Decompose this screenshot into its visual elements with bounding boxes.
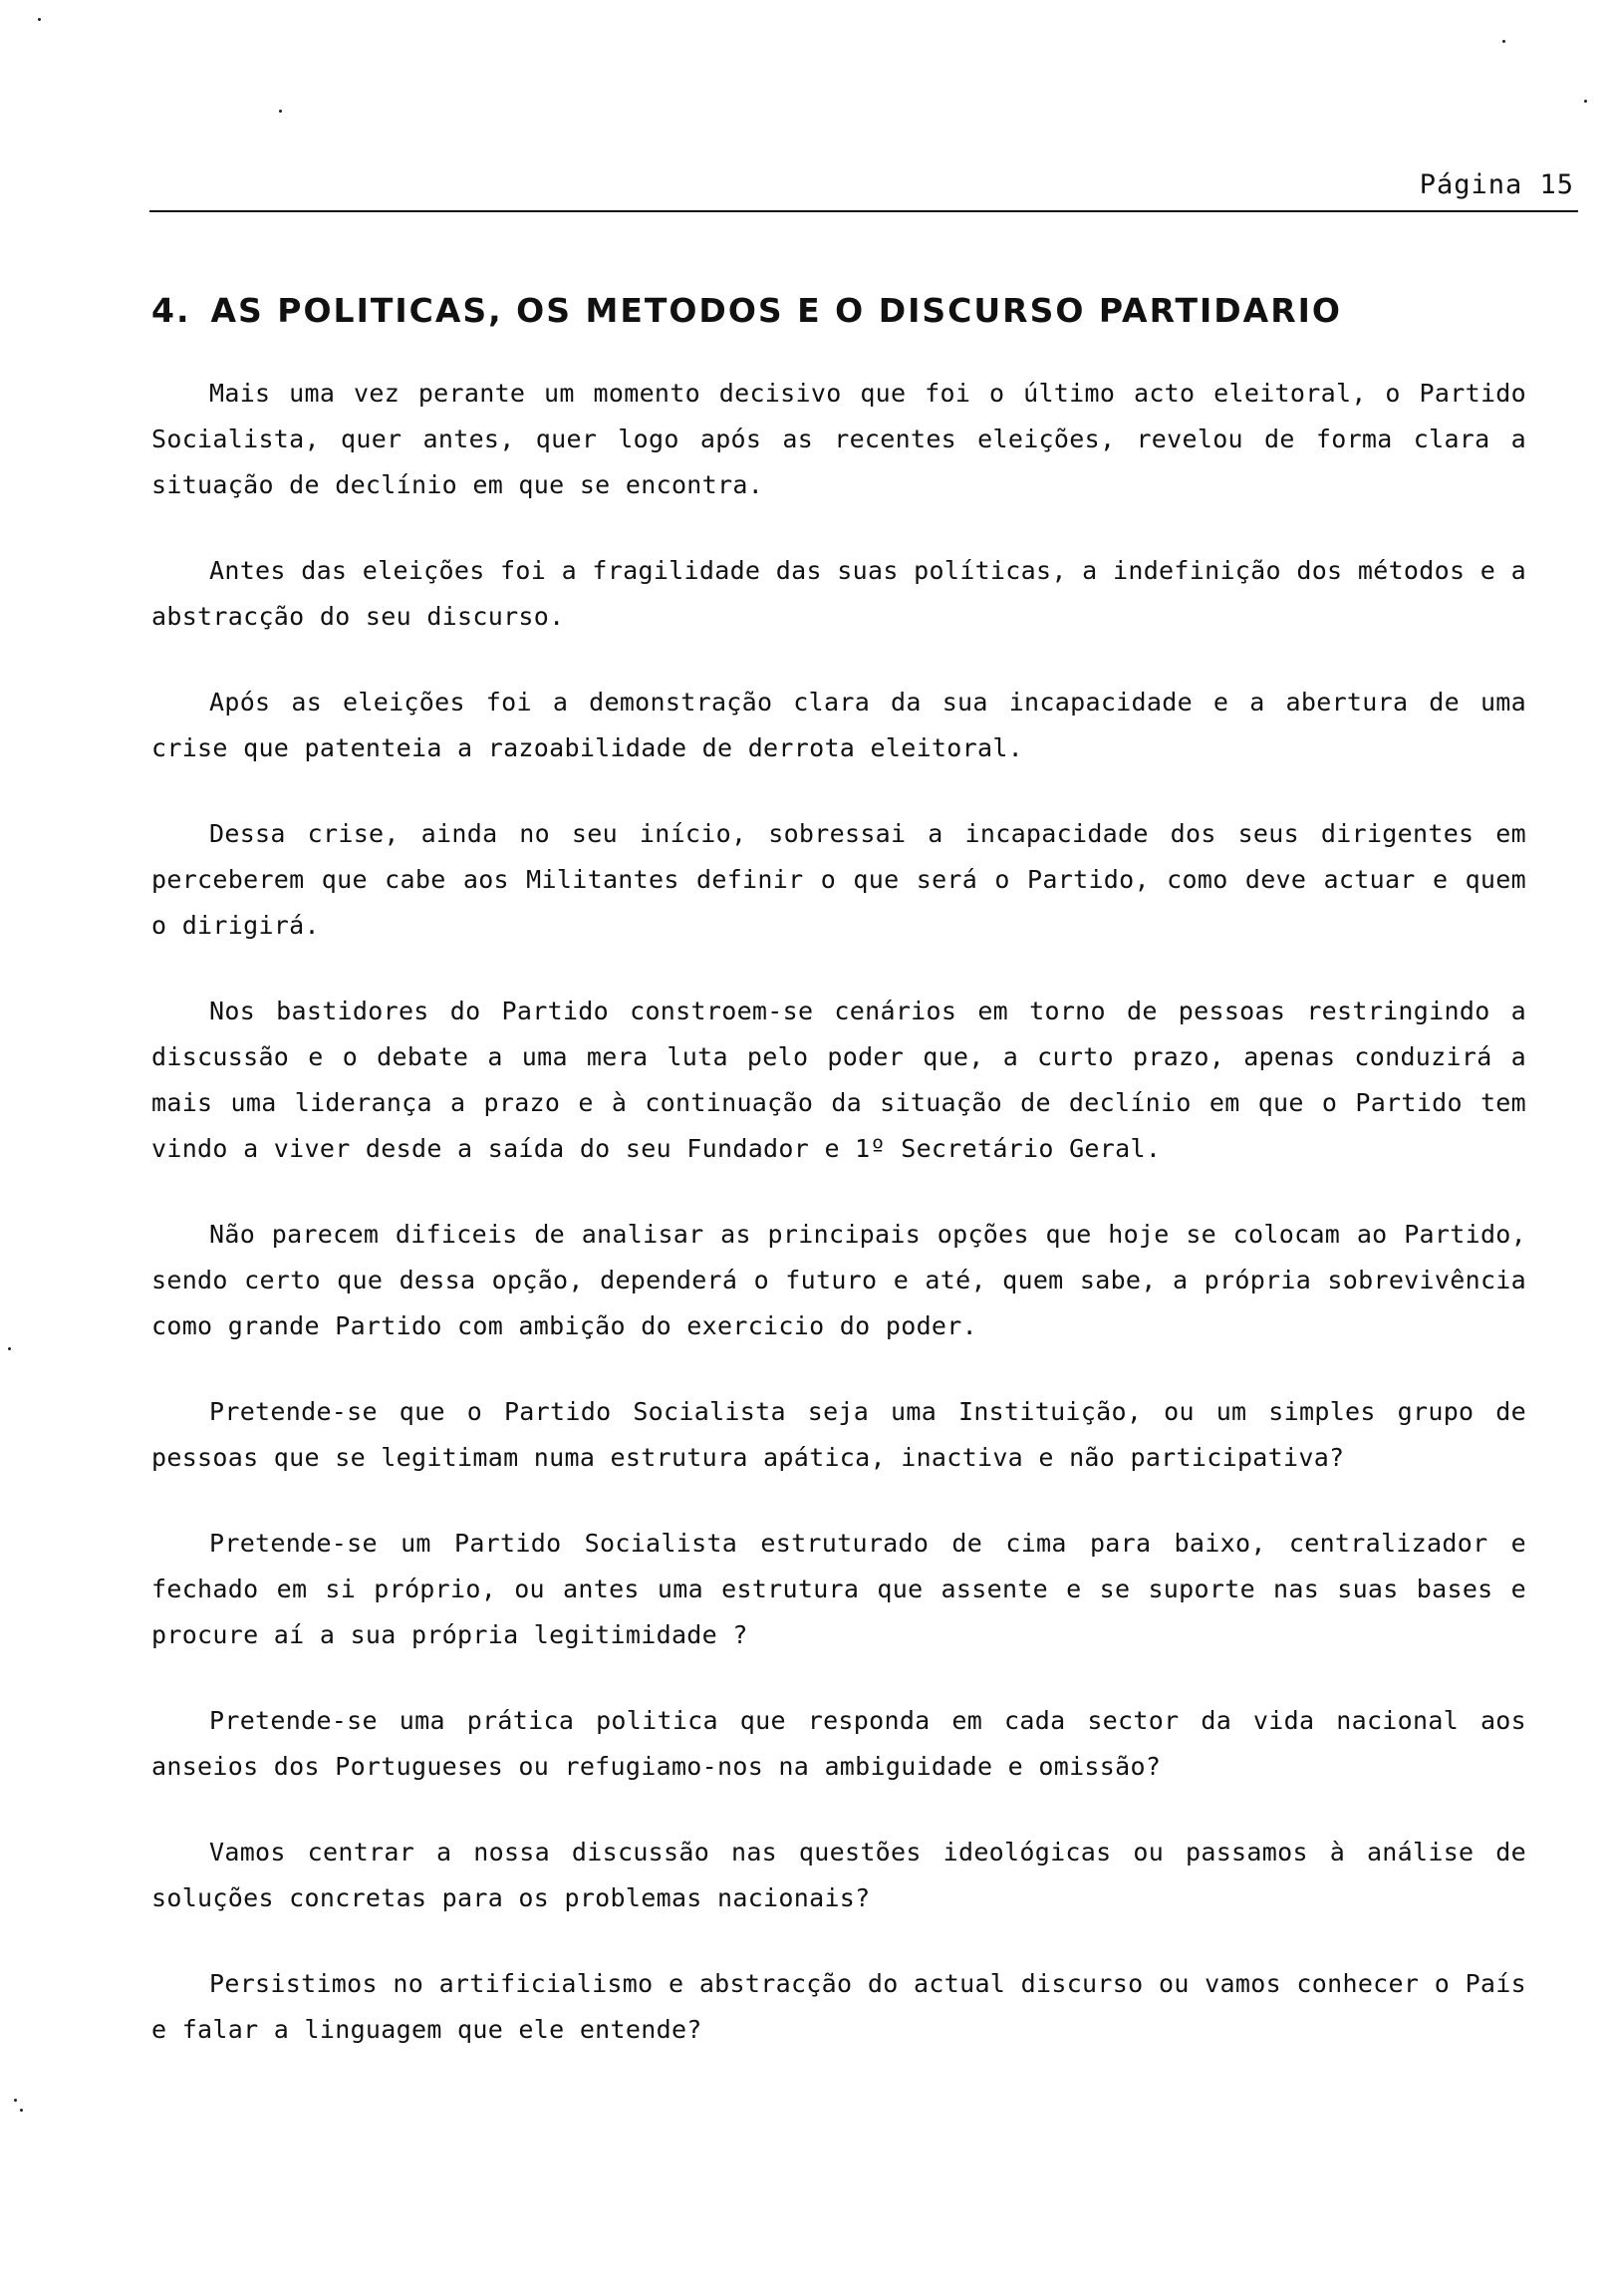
scan-speck xyxy=(1584,100,1587,103)
section-heading xyxy=(151,291,1342,330)
paragraph-4: Dessa crise, ainda no seu início, sobressai a incapacidade dos seus dirigentes em perceberem que cabe aos Militantes definir o que será o Partido, como deve actuar e quem o dirigirá. xyxy=(151,819,1526,940)
page-number: Página 15 xyxy=(1419,169,1574,200)
paragraph-2: Antes das eleições foi a fragilidade das suas políticas, a indefinição dos métodos e a abstracção do seu discurso. xyxy=(151,556,1526,631)
scan-speck xyxy=(38,18,41,21)
section-number: 4. xyxy=(151,291,191,330)
scan-speck xyxy=(20,2109,23,2112)
scan-speck xyxy=(8,1347,11,1350)
paragraph-11: Persistimos no artificialismo e abstracção do actual discurso ou vamos conhecer o País e falar a linguagem que ele entende? xyxy=(151,1969,1526,2044)
paragraph-9: Pretende-se uma prática politica que responda em cada sector da vida nacional aos anseios dos Portugueses ou refugiamo-nos na ambiguidade e omissão? xyxy=(151,1706,1526,1781)
body-text xyxy=(151,371,1526,2093)
paragraph-7: Pretende-se que o Partido Socialista seja uma Instituição, ou um simples grupo de pessoas que se legitimam numa estrutura apática, inactiva e não participativa? xyxy=(151,1397,1526,1472)
scan-speck xyxy=(1502,40,1505,43)
paragraph-1: Mais uma vez perante um momento decisivo que foi o último acto eleitoral, o Partido Socialista, quer antes, quer logo após as recentes eleições, revelou de forma clara a situação de declínio em que se encontra. xyxy=(151,379,1526,499)
section-title: AS POLITICAS, OS METODOS E O DISCURSO PARTIDARIO xyxy=(210,291,1342,330)
scan-speck xyxy=(14,2099,17,2102)
paragraph-10: Vamos centrar a nossa discussão nas questões ideológicas ou passamos à análise de soluções concretas para os problemas nacionais? xyxy=(151,1838,1526,1912)
paragraph-5: Nos bastidores do Partido constroem-se cenários em torno de pessoas restringindo a discussão e o debate a uma mera luta pelo poder que, a curto prazo, apenas conduzirá a mais uma liderança a prazo e à continuação da situação de declínio em que o Partido tem vindo a viver desde a saída do seu Fundador e 1º Secretário Geral. xyxy=(151,997,1526,1163)
header-rule xyxy=(149,210,1578,212)
scan-speck xyxy=(279,110,282,113)
paragraph-8: Pretende-se um Partido Socialista estruturado de cima para baixo, centralizador e fechado em si próprio, ou antes uma estrutura que assente e se suporte nas suas bases e procure aí a sua própria legitimidade ? xyxy=(151,1529,1526,1649)
paragraph-3: Após as eleições foi a demonstração clara da sua incapacidade e a abertura de uma crise que patenteia a razoabilidade de derrota eleitoral. xyxy=(151,688,1526,762)
paragraph-6: Não parecem dificeis de analisar as principais opções que hoje se colocam ao Partido, sendo certo que dessa opção, dependerá o futuro e até, quem sabe, a própria sobrevivência como grande Partido com ambição do exercicio do poder. xyxy=(151,1220,1526,1340)
